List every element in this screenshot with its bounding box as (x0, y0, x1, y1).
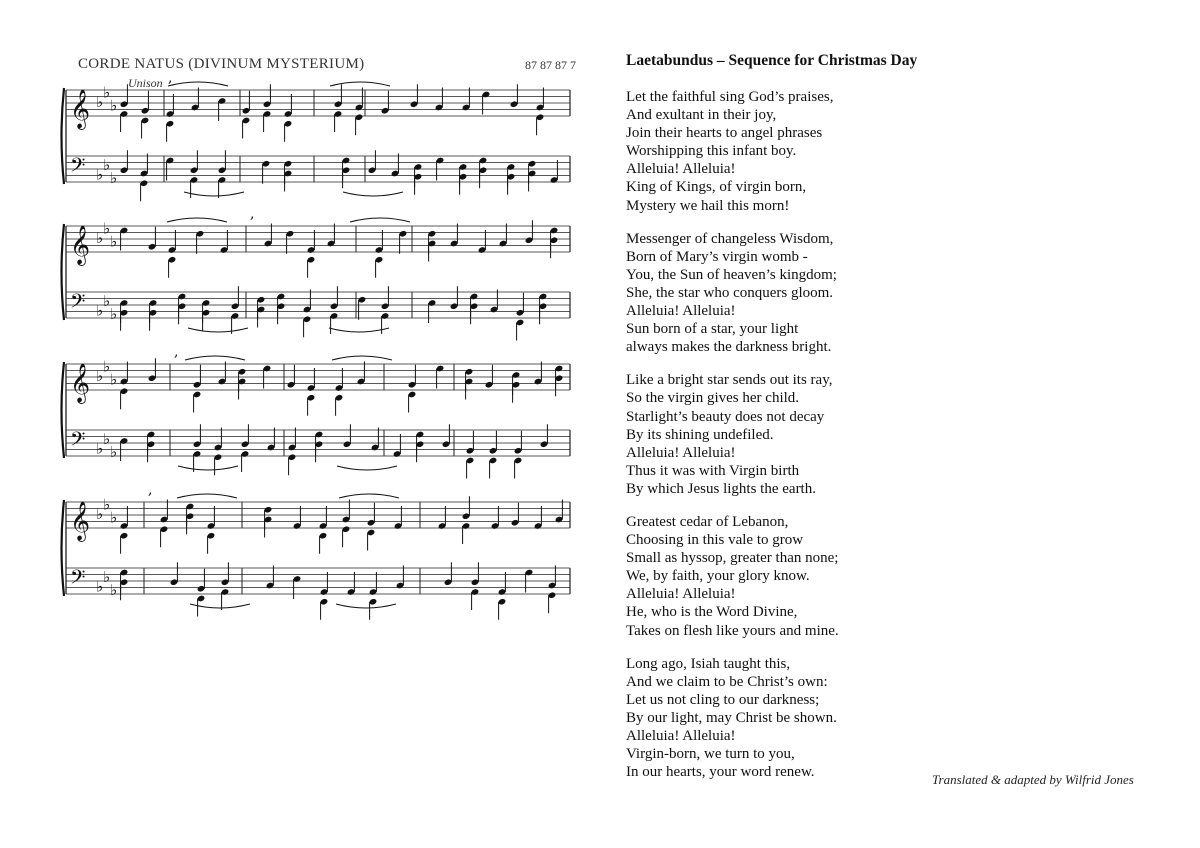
treble-clef-icon: 𝄞 (70, 89, 91, 129)
flat-icon: ♭ (103, 567, 111, 586)
verse (626, 513, 1156, 640)
verse-line: So the virgin gives her child. (626, 390, 800, 407)
verse-line: We, by faith, your glory know. (626, 568, 810, 585)
verse-line: Worshipping this infant boy. (626, 143, 797, 160)
slur (185, 356, 245, 360)
verse (626, 230, 1156, 357)
verse-line: Small as hyssop, greater than none; (626, 550, 839, 567)
verse-line: Alleluia! Alleluia! (626, 586, 736, 603)
slur (178, 466, 238, 470)
bass-clef-icon: 𝄢 (70, 153, 86, 182)
flat-icon: ♭ (110, 232, 118, 251)
verse (626, 655, 1156, 782)
verse-line: Virgin-born, we turn to you, (626, 746, 795, 763)
verse (626, 88, 1156, 215)
verse-line: By its shining undefiled. (626, 426, 774, 443)
verse-line: By our light, may Christ be shown. (626, 709, 837, 726)
verse (626, 371, 1156, 498)
flat-icon: ♭ (110, 96, 118, 115)
flat-icon: ♭ (103, 495, 111, 514)
flat-icon: ♭ (110, 580, 118, 599)
verse-line: Alleluia! Alleluia! (626, 728, 736, 744)
brace (62, 362, 65, 458)
verse-line: Mystery we hail this morn! (626, 197, 790, 214)
brace (62, 224, 65, 320)
verse-line: Greatest cedar of Lebanon, (626, 513, 789, 530)
verse-line: By which Jesus lights the earth. (626, 480, 816, 497)
flat-icon: ♭ (110, 370, 118, 389)
flat-icon: ♭ (103, 83, 111, 102)
verse-line: Thus it was with Virgin birth (626, 462, 800, 479)
verse-line: Alleluia! Alleluia! (626, 303, 736, 320)
treble-clef-icon: 𝄞 (70, 363, 91, 403)
flat-icon: ♭ (103, 429, 111, 448)
slur (350, 218, 410, 222)
slur (168, 82, 228, 86)
verse-line: Like a bright star sends out its ray, (626, 372, 833, 389)
flat-icon: ♭ (96, 367, 104, 385)
verse-line: always makes the darkness bright. (626, 339, 832, 356)
flat-icon: ♭ (96, 577, 104, 596)
verse-line: And exultant in their joy, (626, 107, 777, 124)
tune-name: CORDE NATUS (DIVINUM MYSTERIUM) (78, 56, 365, 72)
verse-line: Messenger of changeless Wisdom, (626, 230, 834, 247)
flat-icon: ♭ (110, 168, 118, 187)
hymn-title: Laetabundus – Sequence for Christmas Day (626, 52, 918, 69)
slur (184, 192, 244, 196)
slur (188, 328, 248, 332)
flat-icon: ♭ (103, 357, 111, 376)
verse-line: He, who is the Word Divine, (626, 604, 798, 621)
slur (339, 494, 399, 498)
verse-list (626, 88, 1156, 781)
meter: 87 87 87 7 (525, 58, 576, 72)
bass-clef-icon: 𝄢 (70, 565, 86, 594)
slur (329, 328, 389, 332)
flat-icon: ♭ (103, 155, 111, 174)
verse-line: Takes on flesh like yours and mine. (626, 622, 839, 639)
verse-line: Join their hearts to angel phrases (626, 125, 823, 142)
slur (332, 356, 392, 360)
verse-line: Long ago, Isiah taught this, (626, 655, 791, 672)
breath-mark-icon: , (174, 344, 179, 360)
flat-icon: ♭ (96, 505, 104, 523)
verse-line: You, the Sun of heaven’s kingdom; (626, 266, 837, 283)
slur (190, 604, 250, 608)
treble-clef-icon: 𝄞 (70, 501, 91, 541)
slur (330, 82, 390, 86)
bass-clef-icon: 𝄢 (70, 289, 86, 318)
flat-icon: ♭ (103, 291, 111, 310)
bass-clef-icon: 𝄢 (70, 427, 86, 456)
verse-line: Let the faithful sing God’s praises, (626, 89, 834, 105)
verse-line: Sun born of a star, your light (626, 321, 799, 338)
brace (62, 500, 65, 596)
verse-line: Alleluia! Alleluia! (626, 161, 736, 178)
flat-icon: ♭ (96, 229, 104, 247)
translation-credit: Translated & adapted by Wilfrid Jones (932, 772, 1134, 787)
flat-icon: ♭ (110, 508, 118, 527)
verse-line: Let us not cling to our darkness; (626, 691, 820, 708)
flat-icon: ♭ (110, 304, 118, 323)
flat-icon: ♭ (96, 301, 104, 320)
hymn-text (626, 52, 1156, 796)
breath-mark-icon: , (250, 206, 255, 222)
verse-line: In our hearts, your word renew. (626, 764, 815, 781)
flat-icon: ♭ (110, 442, 118, 461)
slur (167, 218, 227, 222)
score-header (78, 56, 576, 76)
verse-line: Choosing in this vale to grow (626, 532, 804, 549)
breath-mark-icon: , (168, 70, 173, 86)
slur (177, 494, 237, 498)
treble-clef-icon: 𝄞 (70, 225, 91, 265)
verse-line: King of Kings, of virgin born, (626, 179, 807, 196)
flat-icon: ♭ (96, 93, 104, 111)
flat-icon: ♭ (96, 439, 104, 458)
slur (336, 604, 396, 608)
verse-line: Alleluia! Alleluia! (626, 444, 736, 461)
flat-icon: ♭ (96, 165, 104, 184)
slur (343, 192, 403, 196)
verse-line: Born of Mary’s virgin womb - (626, 248, 808, 265)
slur (337, 466, 397, 470)
verse-line: And we claim to be Christ’s own: (626, 673, 828, 690)
breath-mark-icon: , (148, 482, 153, 498)
verse-line: Starlight’s beauty does not decay (626, 408, 825, 425)
brace (62, 88, 65, 184)
performance-direction: Unison (128, 76, 163, 90)
flat-icon: ♭ (103, 219, 111, 238)
verse-line: She, the star who conquers gloom. (626, 284, 834, 301)
